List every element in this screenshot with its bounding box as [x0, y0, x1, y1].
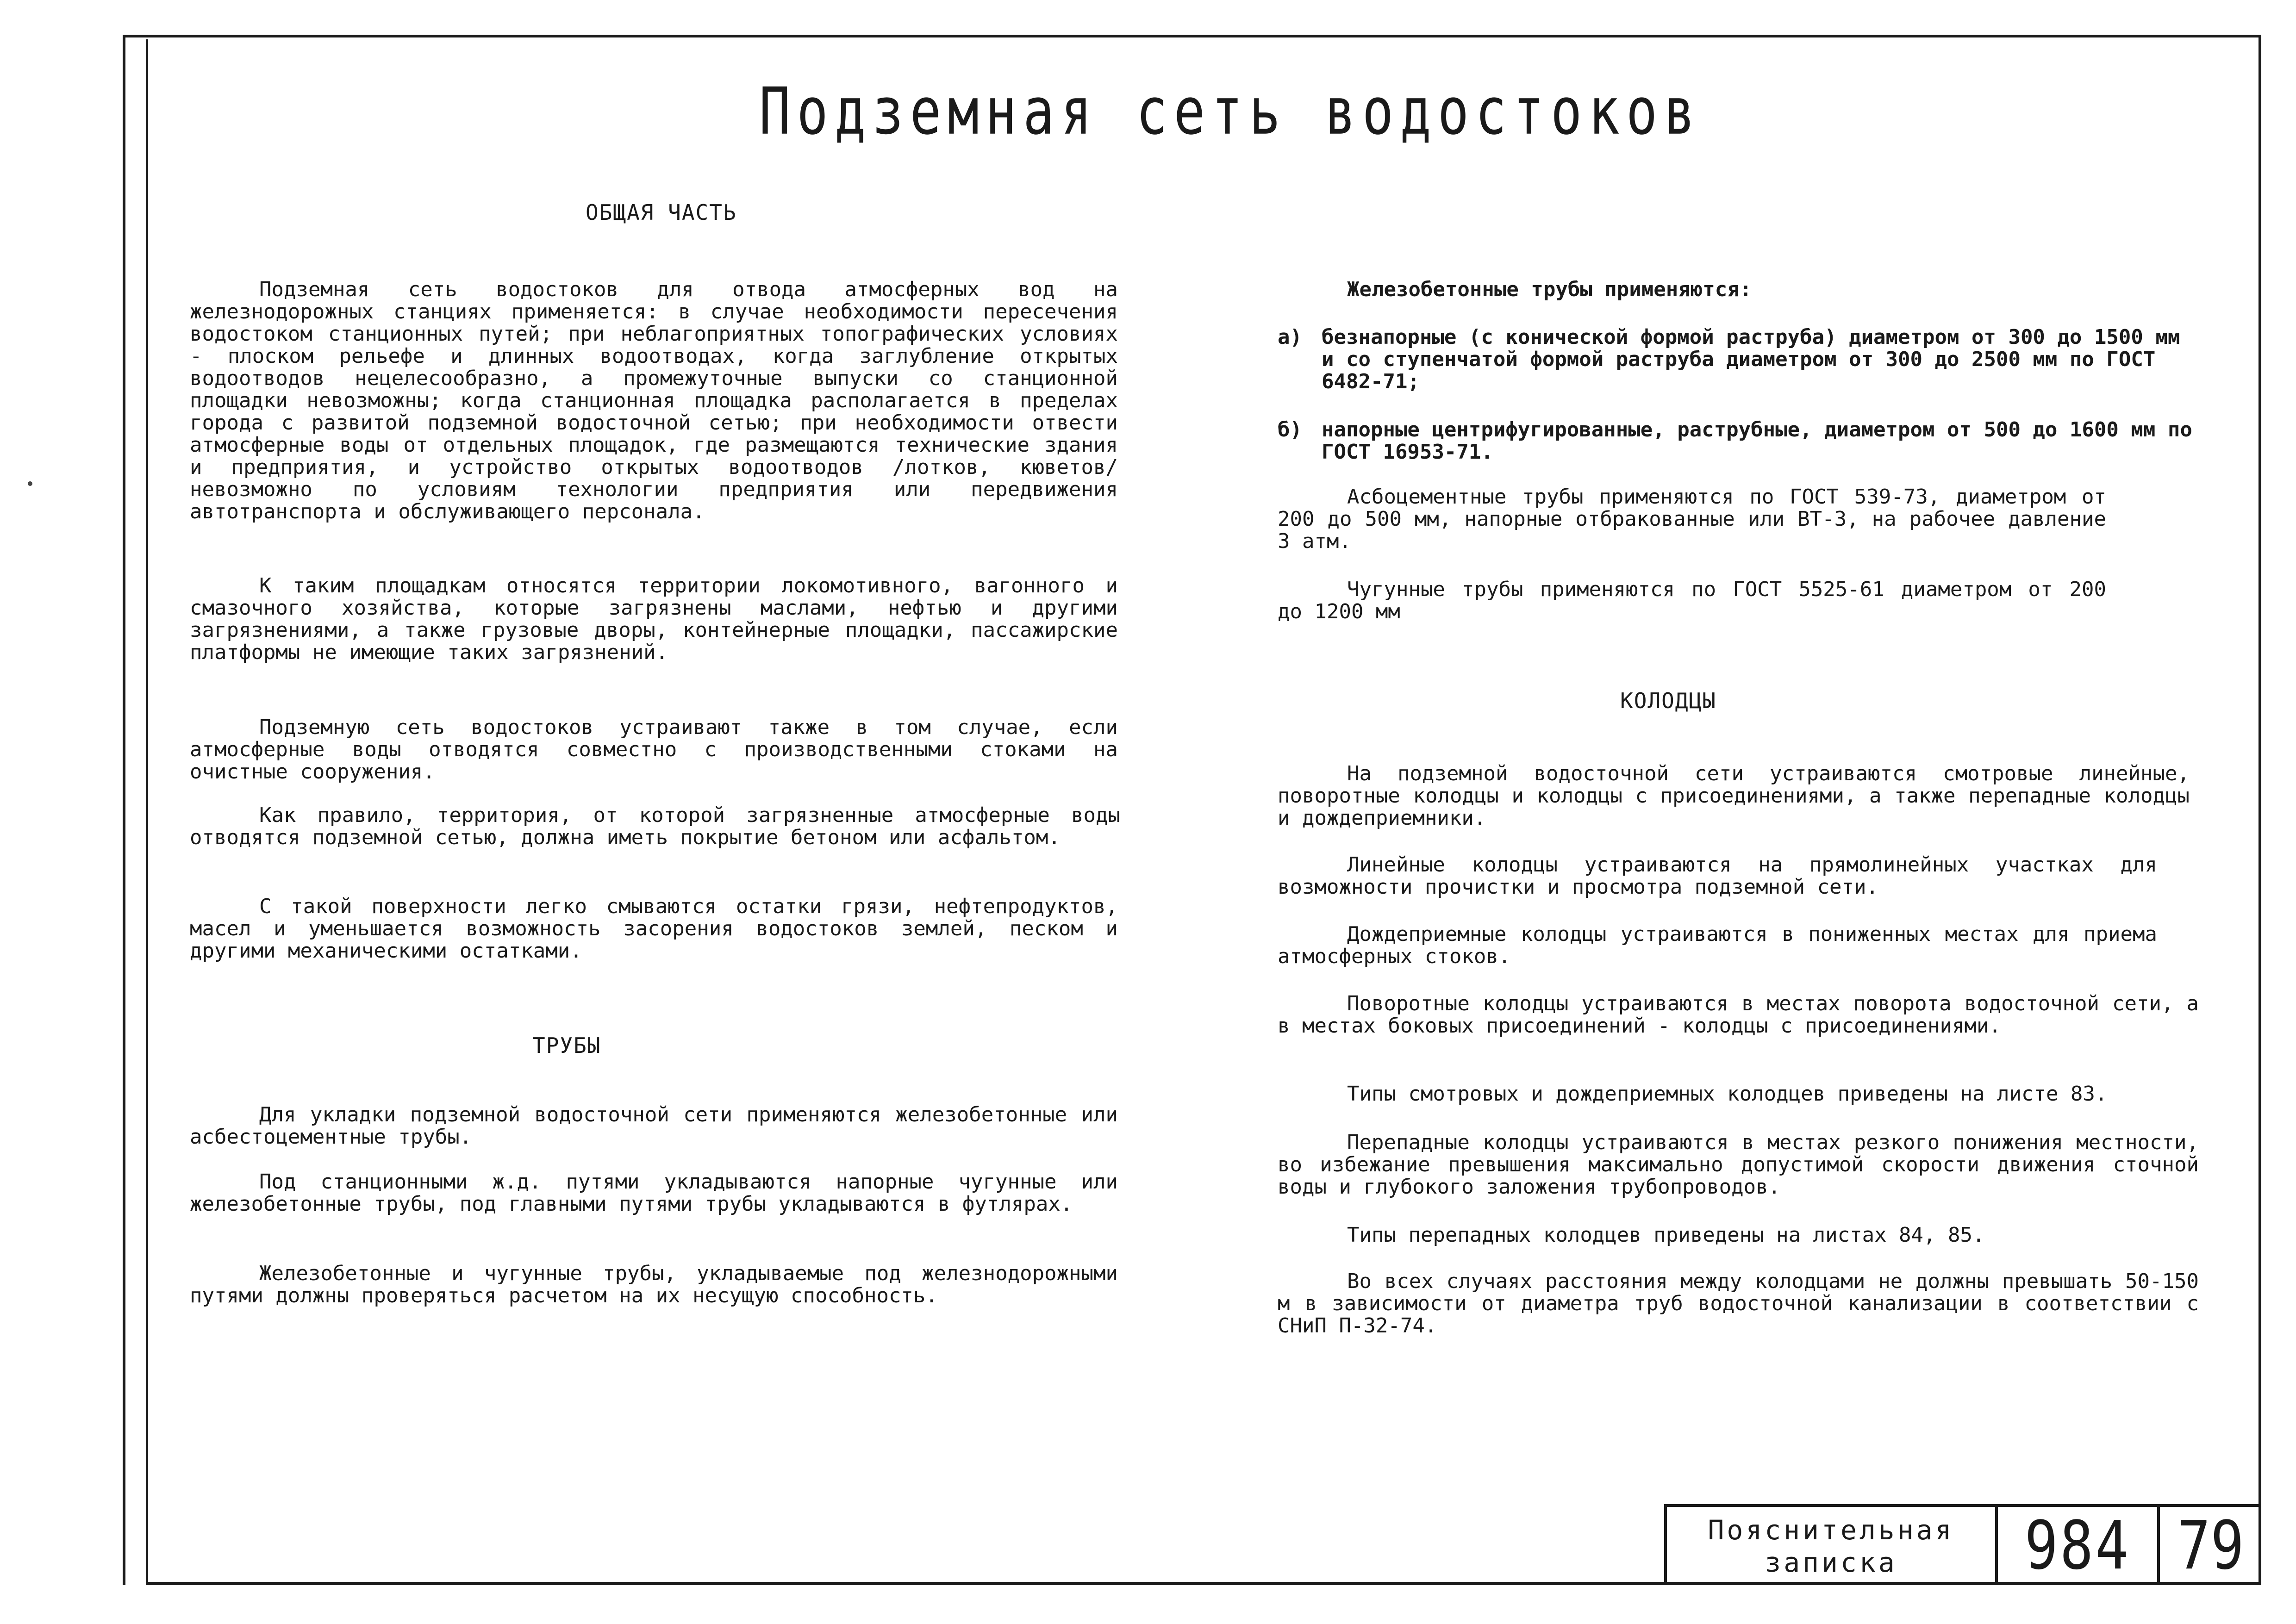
wells-paragraph-4: Поворотные колодцы устраиваются в местах поворота водосточной сети, а в местах боковых присоединений - колодцы с присоединениями. [1278, 992, 2199, 1038]
rc-intro: Железобетонные трубы применяются: [1347, 278, 1752, 301]
rc-item-b-marker: б) [1278, 418, 1302, 442]
wells-heading: КОЛОДЦЫ [1620, 688, 1716, 713]
rc-item-b-text: напорные центрифугированные, раструбные, диаметром от 500 до 1600 мм по ГОСТ 16953-71. [1322, 418, 2192, 464]
rc-item-b [1278, 419, 2201, 463]
wells-paragraph-3: Дождеприемные колодцы устраиваются в пониженных местах для приема атмосферных стоков. [1278, 922, 2157, 968]
description-line-1: Пояснительная [1708, 1514, 1954, 1546]
album-number: 984 [2024, 1507, 2131, 1585]
pipes-paragraph-3: Железобетонные и чугунные трубы, укладываемые под железнодорожными путями должны проверяться расчетом на их несущую способность. [190, 1262, 1118, 1307]
rc-item-a-text: безнапорные (с конической формой раструба) диаметром от 300 до 1500 мм и со ступенчатой формой раструба диаметром от 300 до 2500 мм по ГОСТ 6482-71; [1322, 325, 2180, 393]
album-number-cell [1998, 1507, 2160, 1585]
general-paragraph-1: Подземная сеть водостоков для отвода атмосферных вод на железнодорожных станциях применяется: в случае необходимости пересечения водостоком станционных путей; при неблагоприятных топографических условиях - плоском рельефе и длинных водоотводах, когда заглубление открытых водоотводов нецелесообразно, а промежуточные выпуски со станционной площадки невозможны; когда станционная площадка располагается в пределах города с развитой подземной водосточной сетью; при необходимости отвести атмосферные воды от отдельных площадок, где размещаются технические здания и предприятия, и устройство открытых водоотводов /лотков, кюветов/ невозможно по условиям технологии предприятия или передвижения автотранспорта и обслуживающего персонала. [190, 278, 1118, 523]
stray-mark [28, 481, 32, 486]
sheet-number: 79 [2177, 1507, 2244, 1585]
sheet-number-cell [2160, 1507, 2261, 1585]
wells-paragraph-6: Перепадные колодцы устраиваются в местах резкого понижения местности, во избежание превышения максимально допустимой скорости движения сточной воды и глубокого заложения трубопроводов. [1278, 1131, 2199, 1199]
pipes-paragraph-1: Для укладки подземной водосточной сети применяются железобетонные или асбестоцементные трубы. [190, 1103, 1118, 1149]
general-paragraph-3: Подземную сеть водостоков устраивают также в том случае, если атмосферные воды отводятся совместно с производственными стоками на очистные сооружения. [190, 716, 1118, 784]
wells-paragraph-7: Типы перепадных колодцев приведены на листах 84, 85. [1347, 1223, 1985, 1247]
general-paragraph-5: С такой поверхности легко смываются остатки грязи, нефтепродуктов, масел и уменьшается возможность засорения водостоков землей, песком и другими механическими остатками. [190, 895, 1118, 963]
pipes-heading: ТРУБЫ [532, 1033, 601, 1058]
general-paragraph-2: К таким площадкам относятся территории локомотивного, вагонного и смазочного хозяйства, которые загрязнены маслами, нефтью и другими загрязнениями, а также грузовые дворы, контейнерные площадки, пассажирские платформы не имеющие таких загрязнений. [190, 574, 1118, 664]
title-block-description [1667, 1507, 1998, 1585]
wells-paragraph-1: На подземной водосточной сети устраиваются смотровые линейные, поворотные колодцы и колодцы с присоединениями, а также перепадные колодцы и дождеприемники. [1278, 762, 2190, 830]
wells-paragraph-8: Во всех случаях расстояния между колодцами не должны превышать 50-150 м в зависимости от диаметра труб водосточной канализации в соответствии с СНиП П-32-74. [1278, 1269, 2199, 1338]
pipes-paragraph-2: Под станционными ж.д. путями укладываются напорные чугунные или железобетонные трубы, под главными путями трубы укладываются в футлярах. [190, 1170, 1118, 1216]
rc-item-a-marker: а) [1278, 325, 1302, 349]
page-title: Подземная сеть водостоков [759, 74, 1702, 149]
cast-iron-paragraph: Чугунные трубы применяются по ГОСТ 5525-61 диаметром от 200 до 1200 мм [1278, 578, 2106, 623]
title-block [1664, 1504, 2261, 1585]
wells-paragraph-5: Типы смотровых и дождеприемных колодцев приведены на листе 83. [1347, 1082, 2108, 1106]
asbestos-paragraph: Асбоцементные трубы применяются по ГОСТ 539-73, диаметром от 200 до 500 мм, напорные отбракованные или ВТ-3, на рабочее давление 3 атм. [1278, 485, 2106, 553]
general-paragraph-4: Как правило, территория, от которой загрязненные атмосферные воды отводятся подземной сетью, должна иметь покрытие бетоном или асфальтом. [190, 803, 1120, 849]
description-line-2: записка [1765, 1546, 1897, 1578]
general-heading: ОБЩАЯ ЧАСТЬ [586, 200, 737, 225]
rc-item-a [1278, 326, 2201, 393]
wells-paragraph-2: Линейные колодцы устраиваются на прямолинейных участках для возможности прочистки и просмотра подземной сети. [1278, 853, 2157, 899]
